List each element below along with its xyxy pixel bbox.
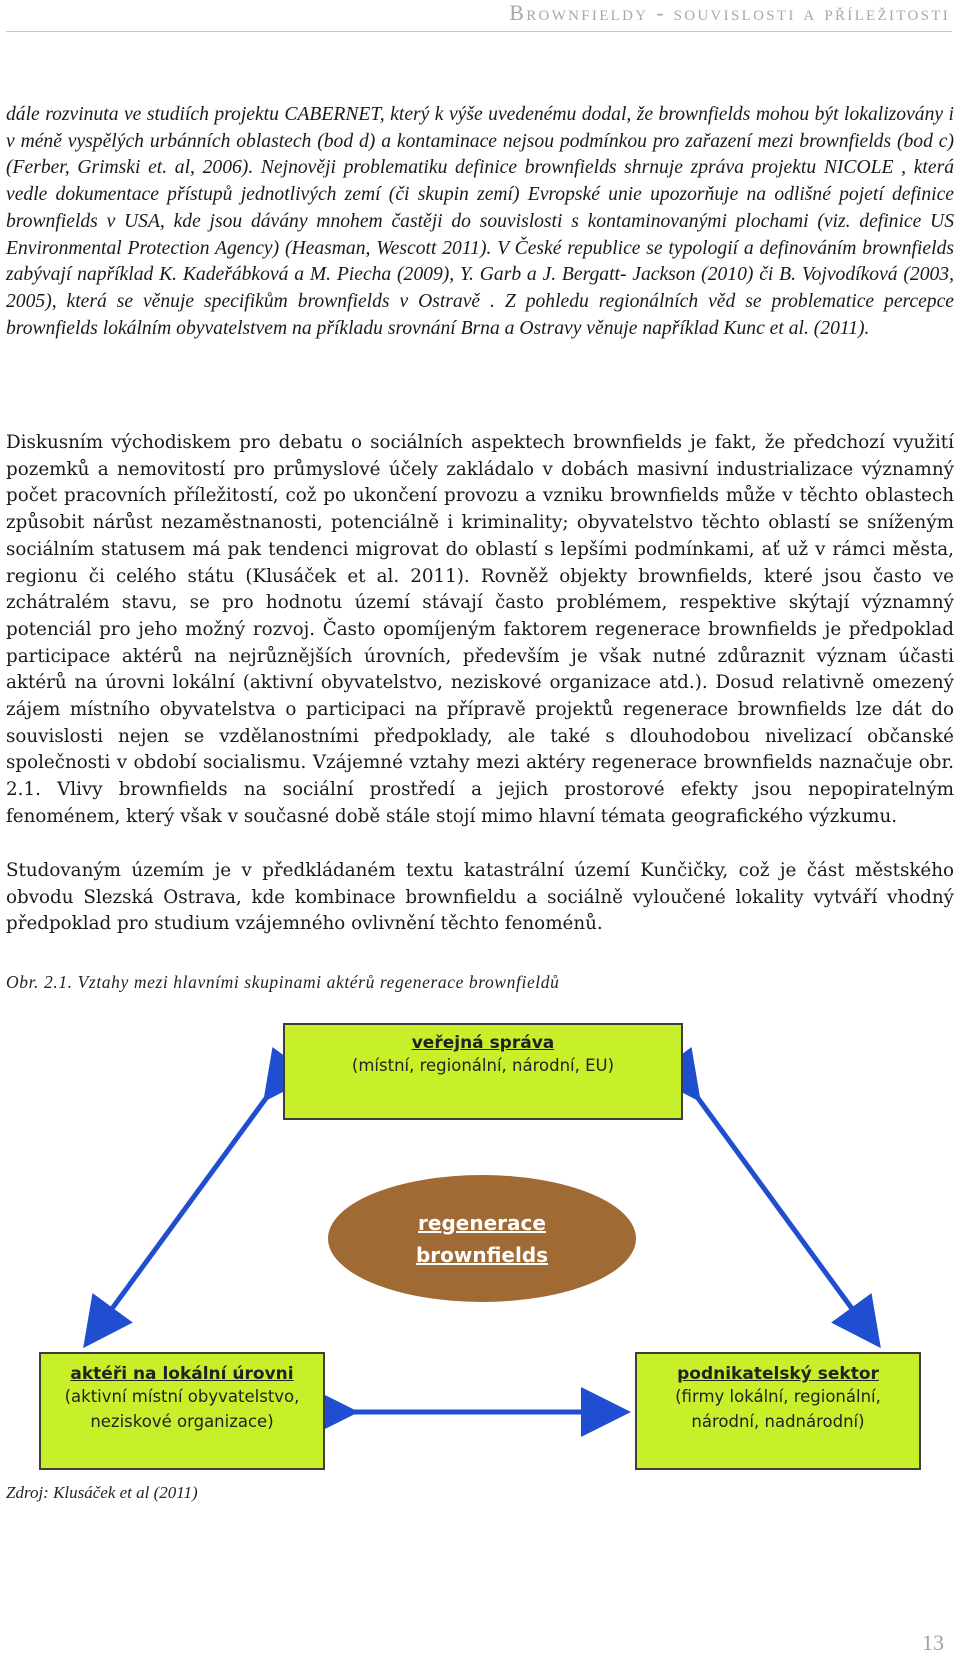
figure-source: Zdroj: Klusáček et al (2011): [6, 1483, 198, 1502]
arrow-top-right: [692, 1090, 872, 1336]
paragraph-1: dále rozvinuta ve studiích projektu CABERNET, který k výše uvedenému dodal, že brownfields mohou být lokalizovány i v méně vyspělých urbánních oblastech (bod d) a kontaminace nejsou podmínkou pro zařazení mezi brownfields (bod c) (Ferber, Grimski et. al, 2006). Nejnověji problematiku definice brownfields shrnuje zpráva projektu NICOLE , která vedle dokumentace přístupů jednotlivých zemí (či skupin zemí) Evropské unie upozorňuje na odlišné pojetí definice brownfields v USA, kde jsou dávány mnohem častěji do souvislosti s kontaminovanými plochami (viz. definice US Environmental Protection Agency) (Heasman, Wescott 2011). V České republice se typologií a definováním brownfields zabývají například K. Kadeřábková a M. Piecha (2009), Y. Garb a J. Bergatt- Jackson (2010) či B. Vojvodíková (2003, 2005), která se věnuje specifikům brownfields v Ostravě . Z pohledu regionálních věd se problematice percepce brownfields lokálním obyvatelstvem na příkladu srovnání Brna a Ostravy věnuje například Kunc et al. (2011).: [6, 104, 954, 339]
box-left-line-1: (aktivní místní obyvatelstvo,: [64, 1387, 300, 1406]
figure-caption: Obr. 2.1. Vztahy mezi hlavními skupinami aktérů regenerace brownfieldů: [6, 972, 560, 992]
box-local-actors: [39, 1352, 325, 1470]
box-left-line-2: neziskové organizace): [90, 1412, 274, 1431]
paragraph-3: Studovaným územím je v předkládaném textu katastrální území Kunčičky, což je část městského obvodu Slezská Ostrava, kde kombinace brownfieldu a sociálně vyloučené lokality vytváří vhodný předpoklad pro studium vzájemného ovlivnění těchto fenoménů.: [6, 860, 954, 935]
box-top-title: veřejná správa: [411, 1033, 555, 1053]
header-rule: [6, 31, 952, 32]
oval-line-2: brownfields: [415, 1242, 549, 1267]
box-left-title: aktéři na lokální úrovni: [70, 1364, 294, 1384]
box-right-line-2: národní, nadnárodní): [691, 1412, 865, 1431]
running-header: Brownfieldy - souvislosti a příležitosti: [509, 0, 950, 25]
oval-brownfield-regeneration: [328, 1175, 636, 1302]
box-right-title: podnikatelský sektor: [677, 1364, 879, 1384]
box-right-line-1: (firmy lokální, regionální,: [675, 1387, 881, 1406]
box-business-sector: [635, 1352, 921, 1470]
oval-line-1: regenerace: [418, 1210, 546, 1235]
page-number: 13: [922, 1630, 944, 1655]
arrow-top-left: [92, 1090, 272, 1336]
paragraph-2: Diskusním východiskem pro debatu o sociálních aspektech brownfields je fakt, že předchozí využití pozemků a nemovitostí pro průmyslové účely zakládalo v dobách masivní industrializace významný počet pracovních příležitostí, což po ukončení provozu a vzniku brownfields může v těchto oblastech způsobit nárůst nezaměstnanosti, potenciálně i kriminality; obyvatelstvo těchto oblastí se sníženým sociálním statusem má pak tendenci migrovat do oblastí s lepšími podmínkami, ať už v rámci města, regionu či celého státu (Klusáček et al. 2011). Rovněž objekty brownfields, které jsou často ve zchátralém stavu, se pro hodnotu území stávají často problémem, respektive skýtají významný potenciál pro jeho možný rozvoj. Často opomíjeným faktorem regenerace brownfields je předpoklad participace aktérů na nejrůznějších úrovních, především je však nutné zdůraznit význam účasti aktérů na úrovni lokální (aktivní obyvatelstvo, neziskové organizace atd.). Dosud relativně omezený zájem místního obyvatelstva o participaci na přípravě projektů regenerace brownfields lze dát do souvislosti nejen se vzdělanostními předpoklady, ale také s dlouhodobou nivelizací občanské společnosti v období socialismu. Vzájemné vztahy mezi aktéry regenerace brownfields naznačuje obr. 2.1. Vlivy brownfields na sociální prostředí a jejich prostorové efekty jsou nepopiratelným fenoménem, který však v současné době stále stojí mimo hlavní témata geografického výzkumu.: [6, 432, 954, 827]
box-public-administration: [283, 1023, 683, 1120]
box-top-subtitle: (místní, regionální, národní, EU): [351, 1056, 615, 1075]
